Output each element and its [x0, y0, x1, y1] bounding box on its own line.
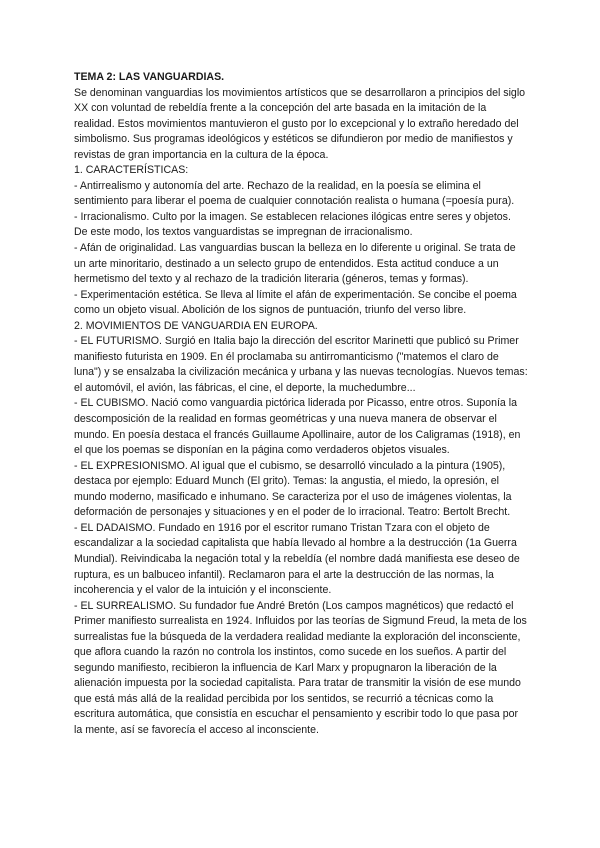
movement-dadaismo: - EL DADAISMO. Fundado en 1916 por el escritor rumano Tristan Tzara con el objeto de escandalizar a la sociedad capitalista que había llevado al hombre a la destrucción (1a Guerra Mundial). Reivindicaba la negación total y la rebeldía (el nombre dadá manifiesta ese deseo de ruptura, es un balbuceo infantil). Reclamaron para el arte la destrucción de las normas, la incoherencia y el valor de la intuición y el inconsciente.: [74, 521, 520, 597]
document-title: TEMA 2: LAS VANGUARDIAS.: [74, 71, 225, 83]
movement-cubismo: - EL CUBISMO. Nació como vanguardia pictórica liderada por Picasso, entre otros. Suponía la descomposición de la realidad en formas geométricas y una nueva manera de observar el mundo. En poesía destaca el francés Guillaume Apollinaire, autor de los Caligramas (1918), en el que los poemas se disponían en la página como verdaderos objetos visuales.: [74, 397, 521, 457]
characteristic-irracionalismo: - Irracionalismo. Culto por la imagen. Se establecen relaciones ilógicas entre seres y objetos.: [74, 210, 511, 223]
characteristic-originalidad: - Afán de originalidad. Las vanguardias buscan la belleza en lo diferente u original. Se trata de un arte minoritario, destinado a un selecto grupo de entendidos. Esta actitud conduce a un hermetismo del texto y al rechazo de la tradición literaria (géneros, temas y formas).: [74, 242, 516, 286]
movement-expresionismo: - EL EXPRESIONISMO. Al igual que el cubismo, se desarrolló vinculado a la pintura (1905), destaca por ejemplo: Eduard Munch (El grito). Temas: la angustia, el miedo, la opresión, el mundo moderno, masificado e inhumano. Se caracteriza por el uso de imágenes violentas, la deformación de personajes y situaciones y en el poder de lo irracional. Teatro: Bertolt Brecht.: [74, 459, 512, 519]
section-heading-characteristics: 1. CARACTERÍSTICAS:: [74, 164, 189, 177]
characteristic-antirrealismo: - Antirrealismo y autonomía del arte. Rechazo de la realidad, en la poesía se elimina el sentimiento para liberar el poema de cualquier connotación realista o humana (=poesía pura).: [74, 179, 515, 208]
document-page: [74, 70, 529, 739]
section-heading-movements: 2. MOVIMIENTOS DE VANGUARDIA EN EUROPA.: [74, 319, 318, 332]
characteristic-experimentacion: - Experimentación estética. Se lleva al límite el afán de experimentación. Se concibe el poema como un objeto visual. Abolición de los signos de puntuación, triunfo del verso libre.: [74, 288, 517, 317]
movement-futurismo: - EL FUTURISMO. Surgió en Italia bajo la dirección del escritor Marinetti que publicó su Primer manifiesto futurista en 1909. En él proclamaba su antirromanticismo ("matemos el claro de luna") y se ensalzaba la civilización mecánica y urbana y las nuevas tecnologías. Nuevos temas: el automóvil, el avión, las fábricas, el cine, el deporte, la muchedumbre...: [74, 335, 528, 394]
irracionalismo-note: De este modo, los textos vanguardistas se impregnan de irracionalismo.: [74, 226, 413, 239]
movement-surrealismo: - EL SURREALISMO. Su fundador fue André Bretón (Los campos magnéticos) que redactó el Primer manifiesto surrealista en 1924. Influidos por las teorías de Sigmund Freud, la meta de los surrealistas fue la búsqueda de la verdadera realidad mediante la exploración del inconsciente, que aflora cuando la razón no controla los instintos, como sucede en los sueños. A partir del segundo manifiesto, recibieron la influencia de Karl Marx y propugnaron la liberación de la alienación impuesta por la sociedad capitalista. Para tratar de transmitir la visión de ese mundo que está más allá de la realidad percibida por los sentidos, se recurrió a técnicas como la escritura automática, que consistía en escuchar el pensamiento y escribir todo lo que pasa por la mente, así se favorecía el acceso al inconsciente.: [74, 599, 527, 736]
intro-paragraph: Se denominan vanguardias los movimientos artísticos que se desarrollaron a principios del siglo XX con voluntad de rebeldía frente a la concepción del arte basada en la imitación de la realidad. Estos movimientos mantuvieron el gusto por lo excepcional y lo extraño heredado del simbolismo. Sus programas ideológicos y estéticos se difundieron por medio de manifiestos y revistas de gran importancia en la cultura de la época.: [74, 86, 526, 161]
